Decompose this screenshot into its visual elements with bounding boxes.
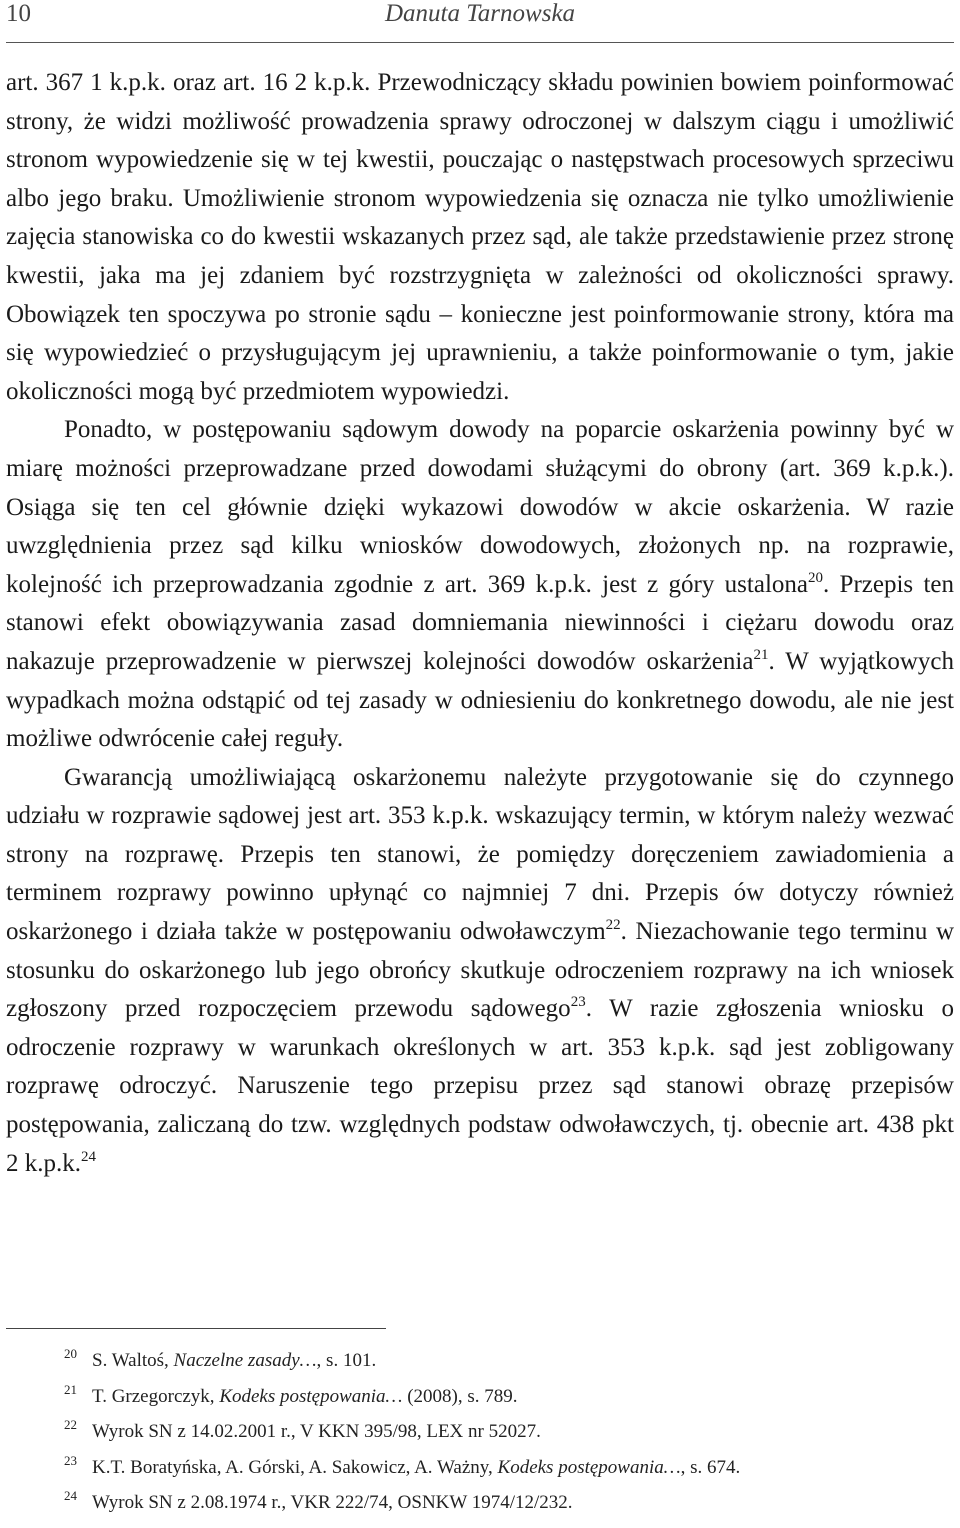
footnote-title: Kodeks postępowania… [497,1456,681,1478]
paragraph [6,64,954,411]
footnote-number: 20 [64,1346,77,1361]
footnote-reference[interactable]: 21 [753,646,769,663]
paragraph-text: Gwarancją umożliwiającą oskarżonemu należyte przygotowanie się do czynnego udziału w rozprawie sądowej jest art. 353 k.p.k. wskazujący termin, w którym należy wezwać strony na rozprawę. Przepis ten stanowi, że pomiędzy doręczeniem zawiadomienia a terminem rozprawy powinno upłynąć co najmniej 7 dni. Przepis ów dotyczy również oskarżonego i działa także w postępowaniu odwoławczym [6,763,954,946]
paragraph-text: . Niezachowanie tego terminu w stosunku do oskarżonego lub jego obrońcy skutkuje odroczeniem rozprawy na ich wniosek zgłoszony przed rozpoczęciem przewodu sądowego [6,918,954,1023]
footnote-title: Naczelne zasady… [173,1350,317,1371]
footnote [6,1450,954,1486]
footnote-number: 22 [64,1417,77,1433]
page-header [6,0,954,30]
running-head: Danuta Tarnowska [384,0,576,27]
footnote-rule [6,1328,386,1329]
footnote-reference[interactable]: 23 [570,994,586,1011]
footnote-number: 23 [64,1452,77,1468]
footnote [6,1343,954,1379]
footnote-title: Kodeks postępowania… [219,1385,403,1407]
paragraph-text: . Przepis ten stanowi efekt obowiązywania zasad domniemania niewinności i ciężaru dowodu oraz nakazuje przeprowadzenie w pierwszej kolejności dowodów oskarżenia [6,570,954,675]
paragraph [6,411,954,758]
paragraph [6,759,954,1184]
footnote-text: T. Grzegorczyk, [92,1385,220,1407]
body-text [6,64,954,1183]
footnote [6,1379,954,1415]
footnote-text: S. Waltoś, [92,1350,174,1371]
footnote-text: Wyrok SN z 14.02.2001 r., V KKN 395/98, LEX nr 52027. [92,1421,541,1443]
footnote-text: (2008), s. 789. [402,1385,518,1407]
footnote-reference[interactable]: 20 [808,569,823,586]
footnote-reference[interactable]: 22 [605,917,621,934]
footnote-text: , s. 674. [680,1456,741,1478]
footnote-reference[interactable]: 24 [81,1148,96,1165]
footnote-text: Wyrok SN z 2.08.1974 r., VKR 222/74, OSNKW 1974/12/232. [92,1492,573,1514]
page-number: 10 [6,0,31,27]
footnote-text: , s. 101. [316,1350,377,1371]
footnote-number: 24 [64,1488,77,1504]
header-rule [6,42,954,43]
paragraph-text: . W wyjątkowych wypadkach można odstąpić od tej zasady w odniesieniu do konkretnego dowodu, ale nie jest możliwe odwrócenie całej reguły. [6,647,954,753]
paragraph-text: art. 367 1 k.p.k. oraz art. 16 2 k.p.k. Przewodniczący składu powinien bowiem poinformować strony, że widzi możliwość prowadzenia sprawy odroczonej w dalszym ciągu i umożliwić stronom wypowiedzenie się w tej kwestii, pouczając o następstwach procesowych sprzeciwu albo jego braku. Umożliwienie stronom wypowiedzenia się oznacza nie tylko umożliwienie zajęcia stanowiska co do kwestii wskazanych przez sąd, ale także przedstawienie przez stronę kwestii, jaka ma jej zdaniem być rozstrzygnięta w zależności od okoliczności sprawy. Obowiązek ten spoczywa po stronie sądu – konieczne jest poinformowanie strony, która ma się wypowiedzieć o przysługującym jej uprawnieniu, a także poinformowanie o tym, jakie okoliczności mogą być przedmiotem wypowiedzi. [6,69,954,405]
footnote-text: K.T. Boratyńska, A. Górski, A. Sakowicz, A. Ważny, [92,1456,498,1478]
footnote [6,1414,954,1450]
footnote [6,1485,954,1521]
paragraph-text: . W razie zgłoszenia wniosku o odroczenie rozprawy w warunkach określonych w art. 353 k.p.k. sąd jest zobligowany rozprawę odroczyć. Naruszenie tego przepisu przez sąd stanowi obrazę przepisów postępowania, zaliczaną do tzw. względnych podstaw odwoławczych, tj. obecnie art. 438 pkt 2 k.p.k. [6,995,954,1177]
paragraph-text: Ponadto, w postępowaniu sądowym dowody na poparcie oskarżenia powinny być w miarę możności przeprowadzane przed dowodami służącymi do obrony (art. 369 k.p.k.). Osiąga się ten cel głównie dzięki wykazowi dowodów w akcie oskarżenia. W razie uwzględnienia przez sąd kilku wniosków dowodowych, złożonych np. na rozprawie, kolejność ich przeprowadzania zgodnie z art. 369 k.p.k. jest z góry ustalona [6,416,954,598]
footnote-number: 21 [64,1381,77,1397]
footnotes [6,1343,954,1521]
